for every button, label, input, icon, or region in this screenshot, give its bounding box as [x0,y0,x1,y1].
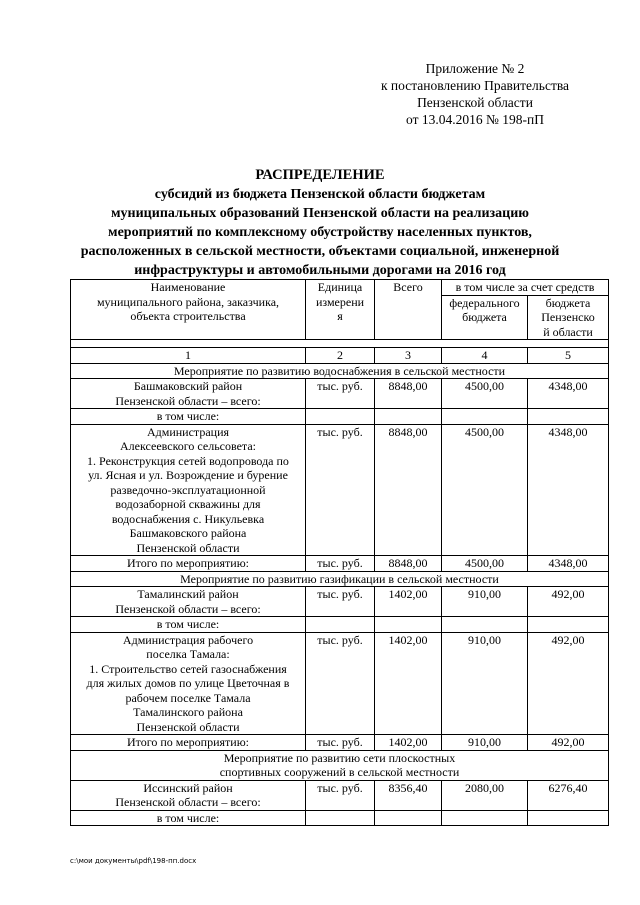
table-row [71,617,609,633]
col-number: 3 [375,348,442,364]
cell-total [375,409,442,425]
cell-name: Итого по мероприятию: [71,735,306,751]
cell-name: Администрация Алексеевского сельсовета: 1. Реконструкция сетей водопровода по ул. Ясная и ул. Возрождение и бурение разведочно-эксплуатационной водозаборной скважины для водоснабжения с. Никульевка Башмаковского района Пензенской области [71,424,306,556]
cell-regional [528,409,609,425]
cell-federal: 910,00 [442,632,528,735]
title-line: инфраструктуры и автомобильными дорогами на 2016 год [134,263,506,278]
column-number-row [71,348,609,364]
cell-total: 1402,00 [375,587,442,617]
annex-header [360,60,590,128]
spacer-row [71,340,609,348]
header-total: Всего [375,280,442,340]
cell-unit [306,810,375,826]
distribution-table [70,279,609,826]
cell-total [375,617,442,633]
col-number: 5 [528,348,609,364]
title-heading: РАСПРЕДЕЛЕНИЕ [255,167,385,183]
section-title-row [71,571,609,587]
cell-federal: 910,00 [442,735,528,751]
cell-regional: 492,00 [528,632,609,735]
cell-regional: 492,00 [528,735,609,751]
cell-federal: 4500,00 [442,556,528,572]
title-line: муниципальных образований Пензенской области на реализацию [111,206,529,221]
cell-unit: тыс. руб. [306,424,375,556]
section-title: Мероприятие по развитию водоснабжения в сельской местности [71,363,609,379]
annex-line: Приложение № 2 [425,61,525,76]
table-row [71,632,609,735]
cell-unit: тыс. руб. [306,780,375,810]
cell-unit: тыс. руб. [306,735,375,751]
cell-unit: тыс. руб. [306,379,375,409]
document-title [70,166,570,280]
table-row [71,587,609,617]
cell-unit: тыс. руб. [306,632,375,735]
table-row [71,424,609,556]
cell-total: 8356,40 [375,780,442,810]
header-including: в том числе за счет средств [442,280,609,296]
table-row [71,735,609,751]
cell-federal: 2080,00 [442,780,528,810]
cell-federal: 910,00 [442,587,528,617]
cell-total: 8848,00 [375,379,442,409]
table-row [71,379,609,409]
cell-total: 8848,00 [375,424,442,556]
cell-total [375,810,442,826]
cell-total: 1402,00 [375,735,442,751]
cell-unit: тыс. руб. [306,587,375,617]
cell-unit [306,617,375,633]
section-title: Мероприятие по развитию сети плоскостных спортивных сооружений в сельской местности [71,750,609,780]
cell-regional: 4348,00 [528,424,609,556]
title-line: мероприятий по комплексному обустройству населенных пунктов, [108,225,532,240]
annex-line: Пензенской области [417,95,533,110]
col-number: 1 [71,348,306,364]
header-regional: бюджета Пензенско й области [528,295,609,340]
file-path-footer: c:\мои документы\pdf\198-пп.docx [70,857,197,865]
cell-name: Администрация рабочего поселка Тамала: 1. Строительство сетей газоснабжения для жилых домов по улице Цветочная в рабочем поселке Тамала Тамалинского района Пензенской области [71,632,306,735]
section-title-row [71,750,609,780]
cell-federal [442,617,528,633]
table-row [71,556,609,572]
annex-line: от 13.04.2016 № 198-пП [406,112,544,127]
cell-federal [442,409,528,425]
cell-unit [306,409,375,425]
cell-federal: 4500,00 [442,379,528,409]
header-name: Наименование муниципального района, заказчика, объекта строительства [71,280,306,340]
title-line: расположенных в сельской местности, объектами социальной, инженерной [80,244,560,259]
cell-total: 1402,00 [375,632,442,735]
cell-total: 8848,00 [375,556,442,572]
cell-name: в том числе: [71,810,306,826]
cell-regional [528,617,609,633]
header-unit: Единица измерени я [306,280,375,340]
cell-name: в том числе: [71,409,306,425]
cell-name: Итого по мероприятию: [71,556,306,572]
table-row [71,780,609,810]
cell-regional: 4348,00 [528,379,609,409]
cell-regional: 492,00 [528,587,609,617]
cell-name: в том числе: [71,617,306,633]
cell-name: Башмаковский район Пензенской области – всего: [71,379,306,409]
header-row [71,280,609,296]
cell-name: Иссинский район Пензенской области – всего: [71,780,306,810]
col-number: 4 [442,348,528,364]
cell-name: Тамалинский район Пензенской области – всего: [71,587,306,617]
title-line: субсидий из бюджета Пензенской области бюджетам [154,187,486,202]
header-federal: федерального бюджета [442,295,528,340]
section-title-row [71,363,609,379]
cell-regional: 4348,00 [528,556,609,572]
cell-regional [528,810,609,826]
section-title: Мероприятие по развитию газификации в сельской местности [71,571,609,587]
cell-regional: 6276,40 [528,780,609,810]
table-row [71,409,609,425]
col-number: 2 [306,348,375,364]
cell-federal: 4500,00 [442,424,528,556]
cell-unit: тыс. руб. [306,556,375,572]
annex-line: к постановлению Правительства [380,78,570,93]
table-row [71,810,609,826]
cell-federal [442,810,528,826]
